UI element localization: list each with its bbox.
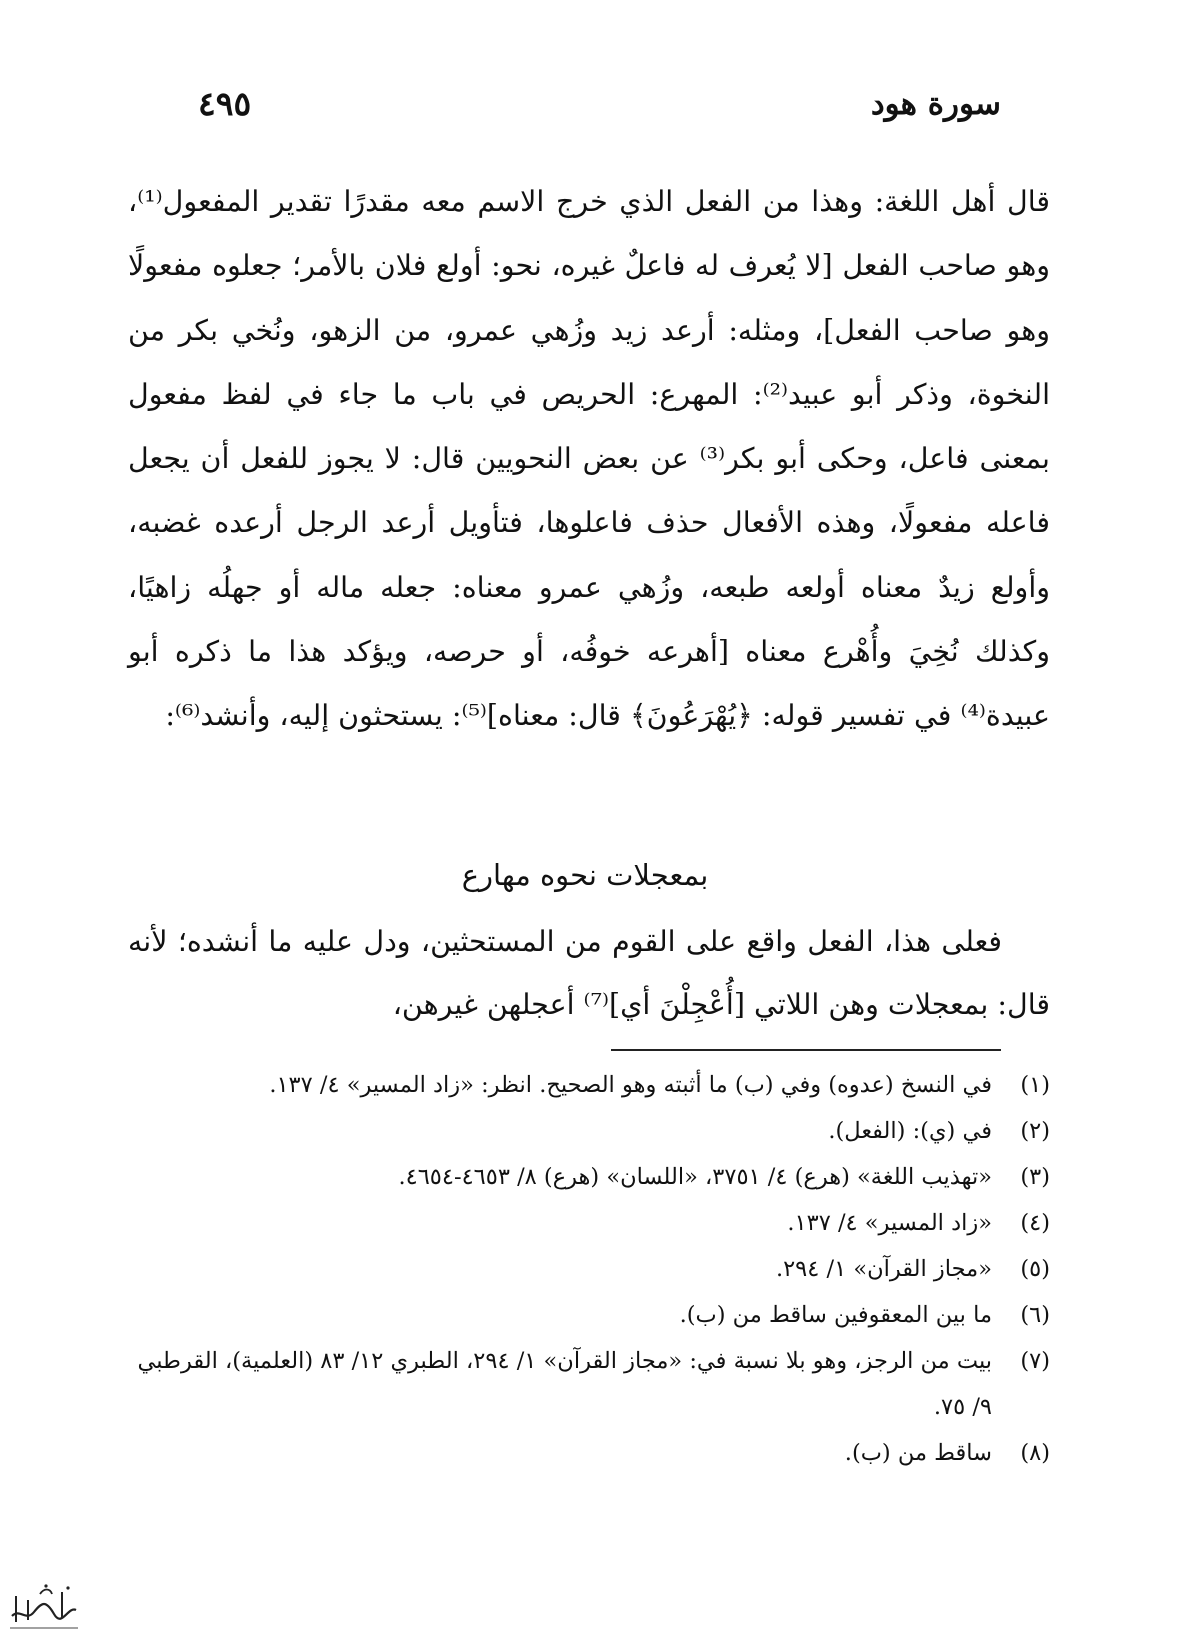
footnote-number: (٤) bbox=[1020, 1210, 1050, 1236]
footnote-item bbox=[128, 1292, 1050, 1338]
footnote-text: «تهذيب اللغة» (هرع) ٤/ ٣٧٥١، «اللسان» (هرع) ٨/ ٤٦٥٣-٤٦٥٤. bbox=[398, 1164, 992, 1190]
footnote-item bbox=[128, 1062, 1050, 1108]
footnote-number: (٦) bbox=[1020, 1302, 1050, 1328]
running-title: سورة هود bbox=[870, 86, 1001, 122]
main-text-block bbox=[128, 170, 1050, 749]
footnote-text: «مجاز القرآن» ١/ ٢٩٤. bbox=[775, 1256, 992, 1282]
main-text-block-2 bbox=[128, 910, 1050, 1036]
footnote-number: (٨) bbox=[1020, 1440, 1050, 1466]
poetry-verse: بمعجلات نحوه مهارع bbox=[461, 858, 709, 892]
footnote-text: بيت من الرجز، وهو بلا نسبة في: «مجاز القرآن» ١/ ٢٩٤، الطبري ١٢/ ٨٣ (العلمية)، القرطبي ٩/ ٧٥. bbox=[137, 1348, 992, 1420]
footnote-item bbox=[128, 1430, 1050, 1476]
footnote-item bbox=[128, 1200, 1050, 1246]
footnote-number: (١) bbox=[1020, 1072, 1050, 1098]
paragraph-1: قال أهل اللغة: وهذا من الفعل الذي خرج الاسم معه مقدرًا تقدير المفعول⁽¹⁾، وهو صاحب الفعل [لا يُعرف له فاعلٌ غيره، نحو: أولع فلان بالأمر؛ جعلوه مفعولًا وهو صاحب الفعل]، ومثله: أرعد زيد وزُهي عمرو، من الزهو، ونُخي بكر من النخوة، وذكر أبو عبيد⁽²⁾: المهرع: الحريص في باب ما جاء في لفظ مفعول بمعنى فاعل، وحكى أبو بكر⁽³⁾ عن بعض النحويين قال: لا يجوز للفعل أن يجعل فاعله مفعولًا، وهذه الأفعال حذف فاعلوها، فتأويل أرعد الرجل أرعده غضبه، وأولع زيدٌ معناه أولعه طبعه، وزُهي عمرو معناه: جعله ماله أو جهلُه زاهيًا، وكذلك نُخِيَ وأُهْرع معناه [أهرعه خوفُه، أو حرصه، ويؤكد هذا ما ذكره أبو عبيدة⁽⁴⁾ في تفسير قوله: ﴿يُهْرَعُونَ﴾ قال: معناه]⁽⁵⁾: يستحثون إليه، وأنشد⁽⁶⁾: bbox=[128, 185, 1050, 733]
footnote-text: ما بين المعقوفين ساقط من (ب). bbox=[679, 1302, 992, 1328]
footnote-separator bbox=[611, 1049, 1001, 1051]
footnote-item bbox=[128, 1246, 1050, 1292]
footnote-number: (٧) bbox=[1020, 1348, 1050, 1374]
footnote-item bbox=[128, 1338, 1050, 1430]
footnote-item bbox=[128, 1108, 1050, 1154]
footnote-text: في النسخ (عدوه) وفي (ب) ما أثبته وهو الصحيح. انظر: «زاد المسير» ٤/ ١٣٧. bbox=[269, 1072, 992, 1098]
footnotes-list bbox=[128, 1062, 1050, 1476]
footnote-number: (٢) bbox=[1020, 1118, 1050, 1144]
footnote-text: ساقط من (ب). bbox=[844, 1440, 992, 1466]
footnote-text: في (ي): (الفعل). bbox=[828, 1118, 992, 1144]
paragraph-2: فعلى هذا، الفعل واقع على القوم من المستحثين، ودل عليه ما أنشده؛ لأنه قال: بمعجلات وهن اللاتي [أُعْجِلْنَ أي]⁽⁷⁾ أعجلهن غيرهن، bbox=[128, 925, 1050, 1021]
footnote-text: «زاد المسير» ٤/ ١٣٧. bbox=[787, 1210, 992, 1236]
footnote-number: (٣) bbox=[1020, 1164, 1050, 1190]
footnote-item bbox=[128, 1154, 1050, 1200]
publisher-logo bbox=[6, 1578, 82, 1638]
page-number: ٤٩٥ bbox=[198, 84, 252, 123]
footnote-number: (٥) bbox=[1020, 1256, 1050, 1282]
